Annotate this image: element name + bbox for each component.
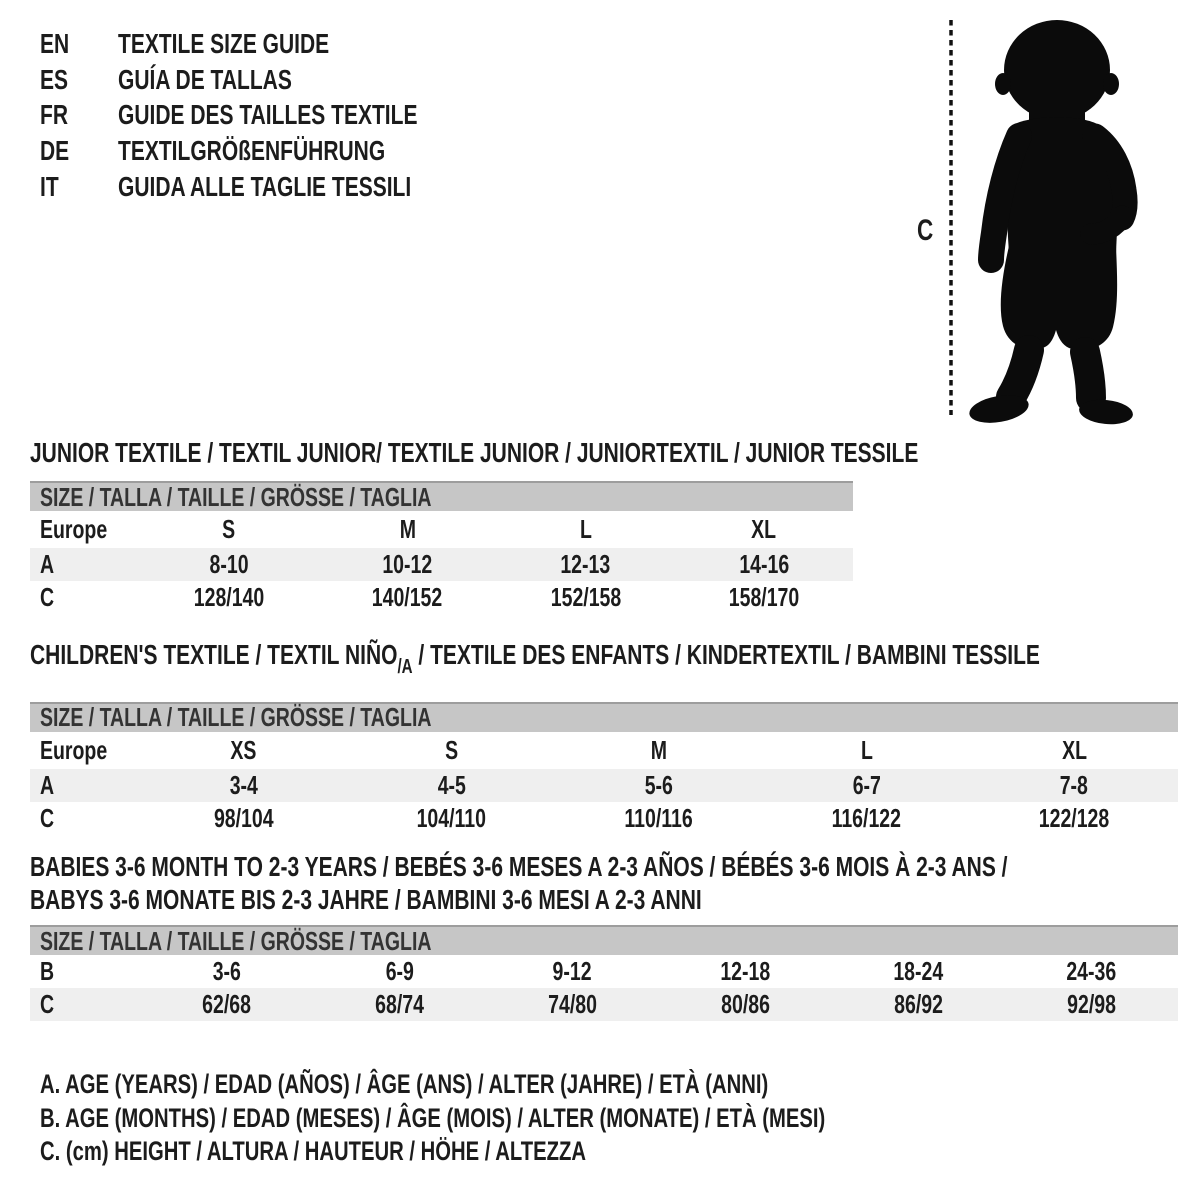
- table-cell-text: 98/104: [213, 802, 274, 833]
- table-cell-text: 12-13: [560, 549, 611, 579]
- language-title: GUIDA ALLE TAGLIE TESSILI: [118, 171, 412, 203]
- language-row: [40, 26, 517, 62]
- height-measure-label: C: [917, 214, 934, 247]
- table-cell-text: 140/152: [372, 582, 443, 612]
- table-cell-text: 152/158: [550, 582, 621, 612]
- table-cell-text: 128/140: [193, 582, 265, 612]
- size-header-bar: [30, 925, 1178, 955]
- table-cell-text: 122/128: [1038, 802, 1110, 833]
- table-cell: [1005, 989, 1178, 1020]
- table-cell-text: XS: [230, 734, 257, 765]
- table-cell: [763, 770, 971, 801]
- table-cell: [832, 989, 1005, 1020]
- table-cell: [140, 803, 348, 834]
- table-cell: [1005, 956, 1178, 987]
- table-cell-text: 6-9: [385, 956, 414, 986]
- toddler-silhouette-svg: [915, 14, 1155, 426]
- toddler-silhouette: [967, 20, 1134, 426]
- table-row: [30, 769, 1178, 802]
- table-cell: [675, 582, 853, 613]
- legend-line: [40, 1102, 1087, 1136]
- row-label-text: A: [40, 549, 55, 579]
- table-cell: [555, 735, 763, 766]
- table-cell: [348, 735, 556, 766]
- table-cell: [140, 549, 318, 580]
- table-cell-text: 116/122: [831, 802, 902, 833]
- table-row: [30, 732, 1178, 769]
- table-title-line: [30, 850, 1178, 883]
- language-code: DE: [40, 135, 70, 167]
- table-cell-text: 9-12: [552, 956, 593, 986]
- table-cell: [675, 514, 853, 545]
- table-cell: [318, 514, 496, 545]
- table-cell: [497, 549, 675, 580]
- table-row: [30, 988, 1178, 1021]
- table-cell-text: S: [222, 514, 236, 544]
- table-cell: [140, 514, 318, 545]
- table-cell-text: 74/80: [548, 989, 597, 1019]
- language-title: GUÍA DE TALLAS: [118, 63, 292, 95]
- table-title-subscript: /A: [397, 656, 413, 678]
- table-cell-text: 4-5: [437, 769, 466, 800]
- table-cell: [140, 989, 313, 1020]
- table-cell: [486, 989, 659, 1020]
- row-label: [30, 770, 140, 801]
- table-cell-text: M: [650, 734, 668, 765]
- language-code: EN: [40, 27, 70, 59]
- table-row: [30, 581, 853, 614]
- language-row: [40, 62, 517, 98]
- table-cell: [140, 956, 313, 987]
- table-cell-text: S: [444, 734, 458, 765]
- table-cell: [497, 582, 675, 613]
- legend-line-text: B. AGE (MONTHS) / EDAD (MESES) / ÂGE (MOIS) / ALTER (MONATE) / ETÀ (MESI): [40, 1102, 826, 1133]
- babies-textile-section: [30, 850, 1178, 1021]
- table-cell-text: 62/68: [202, 989, 251, 1019]
- table-cell-text: 6-7: [852, 769, 881, 800]
- legend-line: [40, 1135, 1087, 1169]
- table-cell-text: 7-8: [1060, 769, 1089, 800]
- babies-textile-title: [30, 850, 1178, 916]
- table-cell-text: M: [399, 514, 416, 544]
- table-cell: [318, 582, 496, 613]
- table-cell-text: 12-18: [720, 956, 771, 986]
- table-cell: [675, 549, 853, 580]
- childrens-textile-title: [30, 638, 1178, 682]
- row-label-text: C: [40, 989, 55, 1019]
- table-cell: [970, 770, 1178, 801]
- table-cell-text: 10-12: [382, 549, 433, 579]
- table-cell-text: 68/74: [375, 989, 424, 1019]
- table-cell: [497, 514, 675, 545]
- table-cell-text: 8-10: [209, 549, 249, 579]
- row-label-text: C: [40, 802, 55, 833]
- legend-line-text: A. AGE (YEARS) / EDAD (AÑOS) / ÂGE (ANS) / ALTER (JAHRE) / ETÀ (ANNI): [40, 1069, 769, 1100]
- size-header-text: SIZE / TALLA / TAILLE / GRÖSSE / TAGLIA: [40, 702, 432, 733]
- language-row: [40, 133, 517, 169]
- table-cell-text: 80/86: [721, 989, 770, 1019]
- table-cell: [659, 989, 832, 1020]
- legend-line: [40, 1068, 1087, 1102]
- table-cell-text: XL: [751, 514, 777, 544]
- row-label-text: Europe: [40, 734, 108, 765]
- table-cell-text: 104/110: [416, 802, 487, 833]
- table-cell-text: 5-6: [644, 769, 674, 800]
- row-label: [30, 514, 140, 545]
- table-cell: [348, 770, 556, 801]
- size-header-bar: [30, 702, 1178, 732]
- table-row: [30, 802, 1178, 835]
- table-cell: [763, 803, 971, 834]
- height-figure: [915, 14, 1155, 426]
- junior-textile-section: [30, 436, 919, 614]
- table-cell: [832, 956, 1005, 987]
- junior-textile-title: [30, 436, 919, 469]
- row-label: [30, 735, 140, 766]
- table-cell: [970, 803, 1178, 834]
- table-title-text: CHILDREN'S TEXTILE / TEXTIL $NIÑO_{/A}$ / TEXTILE DES ENFANTS / KINDERTEXTIL / BAMBINI TESSILE: [30, 639, 1040, 678]
- table-cell: [140, 735, 348, 766]
- table-title-line: [30, 883, 1178, 916]
- table-cell: [313, 956, 486, 987]
- table-cell-text: XL: [1061, 734, 1087, 765]
- table-cell-text: 3-6: [212, 956, 241, 986]
- language-row: [40, 98, 517, 134]
- table-title-line: [30, 436, 919, 469]
- language-row: [40, 169, 517, 205]
- table-cell: [555, 770, 763, 801]
- table-cell: [313, 989, 486, 1020]
- table-cell: [348, 803, 556, 834]
- table-row: [30, 511, 853, 548]
- table-row: [30, 955, 1178, 988]
- table-cell-text: 110/116: [624, 802, 694, 833]
- row-label: [30, 803, 140, 834]
- language-title: TEXTILE SIZE GUIDE: [118, 27, 330, 59]
- table-cell-text: 86/92: [894, 989, 943, 1019]
- table-cell: [318, 549, 496, 580]
- language-title-list: [40, 26, 517, 205]
- table-cell-text: 158/170: [728, 582, 800, 612]
- table-cell: [140, 582, 318, 613]
- size-header-text: SIZE / TALLA / TAILLE / GRÖSSE / TAGLIA: [40, 925, 432, 956]
- table-cell-text: L: [579, 514, 592, 544]
- row-label-text: C: [40, 582, 55, 612]
- legend-line-text: C. (cm) HEIGHT / ALTURA / HAUTEUR / HÖHE / ALTEZZA: [40, 1136, 586, 1167]
- size-header-bar: [30, 481, 853, 511]
- table-title-text: BABIES 3-6 MONTH TO 2-3 YEARS / BEBÉS 3-6 MESES A 2-3 AÑOS / BÉBÉS 3-6 MOIS À 2-3 ANS /: [30, 851, 1008, 882]
- row-label-text: B: [40, 956, 55, 986]
- language-code: IT: [40, 171, 59, 203]
- table-title-line: [30, 638, 1178, 682]
- table-title-text: JUNIOR TEXTILE / TEXTIL JUNIOR/ TEXTILE JUNIOR / JUNIORTEXTIL / JUNIOR TESSILE: [30, 437, 919, 468]
- table-cell: [659, 956, 832, 987]
- table-cell: [486, 956, 659, 987]
- row-label-text: A: [40, 769, 55, 800]
- childrens-textile-section: [30, 638, 1178, 835]
- language-code: FR: [40, 99, 68, 131]
- table-cell-text: 24-36: [1066, 956, 1117, 986]
- row-label: [30, 989, 140, 1020]
- language-code: ES: [40, 63, 69, 95]
- table-cell-text: 92/98: [1067, 989, 1116, 1019]
- row-label: [30, 582, 140, 613]
- row-label: [30, 956, 140, 987]
- table-title-text: BABYS 3-6 MONATE BIS 2-3 JAHRE / BAMBINI 3-6 MESI A 2-3 ANNI: [30, 884, 702, 915]
- row-label-text: Europe: [40, 514, 108, 544]
- table-cell-text: L: [860, 734, 873, 765]
- language-title: GUIDE DES TAILLES TEXTILE: [118, 99, 418, 131]
- language-title: TEXTILGRÖßENFÜHRUNG: [118, 135, 386, 167]
- row-label: [30, 549, 140, 580]
- table-cell: [763, 735, 971, 766]
- table-cell: [555, 803, 763, 834]
- size-header-text: SIZE / TALLA / TAILLE / GRÖSSE / TAGLIA: [40, 481, 432, 512]
- table-row: [30, 548, 853, 581]
- table-cell-text: 18-24: [893, 956, 944, 986]
- table-cell: [140, 770, 348, 801]
- table-cell-text: 3-4: [229, 769, 258, 800]
- table-cell: [970, 735, 1178, 766]
- table-cell-text: 14-16: [738, 549, 789, 579]
- measurement-legend: [40, 1068, 1087, 1169]
